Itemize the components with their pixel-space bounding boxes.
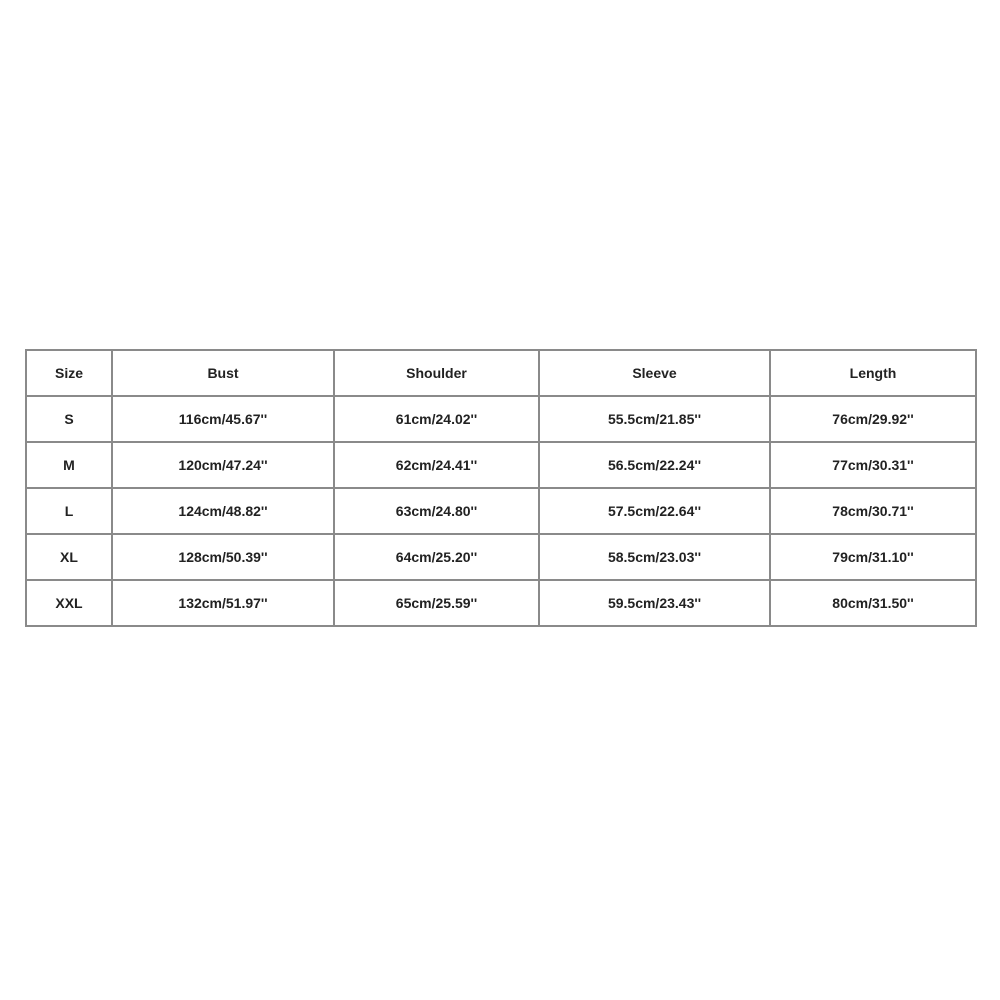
cell-sleeve: 55.5cm/21.85'' — [539, 396, 770, 442]
cell-shoulder: 65cm/25.59'' — [334, 580, 539, 626]
cell-size: S — [26, 396, 112, 442]
table-row — [26, 580, 976, 626]
cell-shoulder: 61cm/24.02'' — [334, 396, 539, 442]
table-row — [26, 442, 976, 488]
header-size: Size — [26, 350, 112, 396]
cell-size: XXL — [26, 580, 112, 626]
cell-shoulder: 63cm/24.80'' — [334, 488, 539, 534]
cell-shoulder: 64cm/25.20'' — [334, 534, 539, 580]
header-length: Length — [770, 350, 976, 396]
cell-bust: 116cm/45.67'' — [112, 396, 334, 442]
cell-bust: 128cm/50.39'' — [112, 534, 334, 580]
cell-sleeve: 57.5cm/22.64'' — [539, 488, 770, 534]
cell-length: 77cm/30.31'' — [770, 442, 976, 488]
cell-bust: 120cm/47.24'' — [112, 442, 334, 488]
cell-length: 79cm/31.10'' — [770, 534, 976, 580]
header-bust: Bust — [112, 350, 334, 396]
cell-size: L — [26, 488, 112, 534]
header-sleeve: Sleeve — [539, 350, 770, 396]
cell-bust: 124cm/48.82'' — [112, 488, 334, 534]
cell-size: M — [26, 442, 112, 488]
table-header-row — [26, 350, 976, 396]
size-chart-table — [25, 349, 977, 627]
cell-bust: 132cm/51.97'' — [112, 580, 334, 626]
cell-length: 76cm/29.92'' — [770, 396, 976, 442]
table-row — [26, 396, 976, 442]
cell-size: XL — [26, 534, 112, 580]
cell-sleeve: 58.5cm/23.03'' — [539, 534, 770, 580]
cell-sleeve: 59.5cm/23.43'' — [539, 580, 770, 626]
table-row — [26, 534, 976, 580]
cell-length: 78cm/30.71'' — [770, 488, 976, 534]
cell-length: 80cm/31.50'' — [770, 580, 976, 626]
header-shoulder: Shoulder — [334, 350, 539, 396]
table-row — [26, 488, 976, 534]
cell-sleeve: 56.5cm/22.24'' — [539, 442, 770, 488]
cell-shoulder: 62cm/24.41'' — [334, 442, 539, 488]
